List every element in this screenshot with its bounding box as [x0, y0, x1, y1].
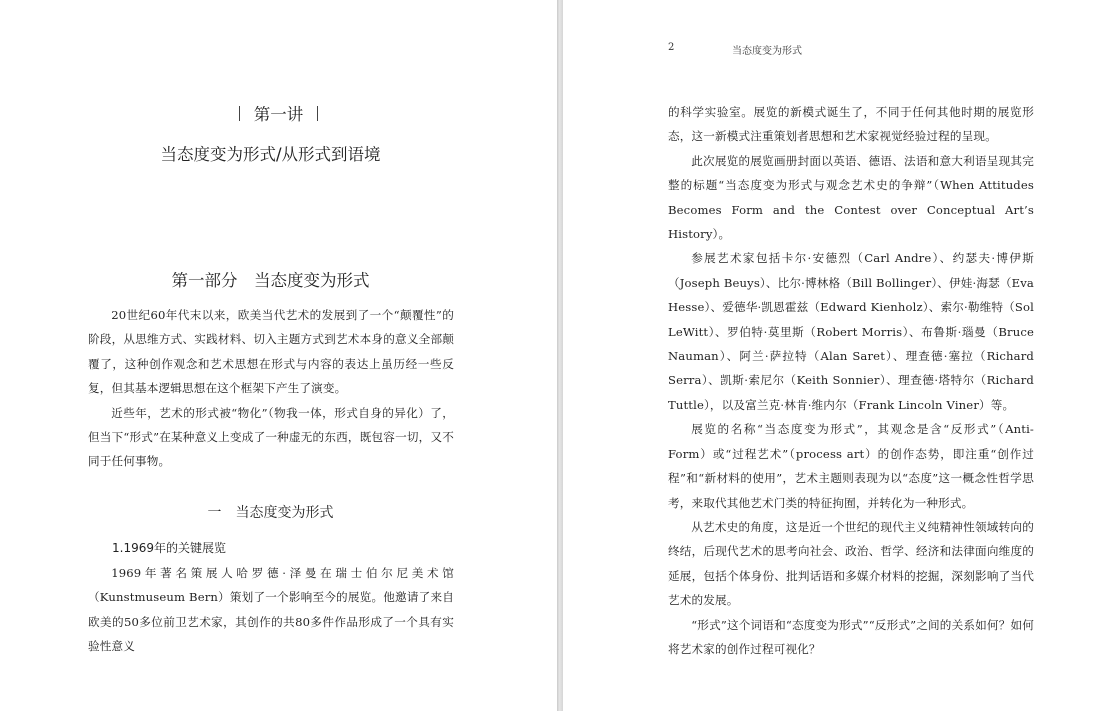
paragraph: 展览的名称“当态度变为形式”，其观念是含“反形式”（Anti-Form）或“过程艺术”（process art）的创作态势，即注重“创作过程”和“新材料的使用”，艺术主题则表现为以“态度”这一概念性哲学思考，来取代其他艺术门类的特征拘囿，并转化为一种形式。 [668, 422, 1034, 510]
paragraph: 近些年，艺术的形式被“物化”（物我一体，形式自身的异化）了，但当下“形式”在某种意义上变成了一种虚无的东西，既包容一切，又不同于任何事物。 [88, 405, 454, 469]
lecture-title: 当态度变为形式/从形式到语境 [160, 145, 381, 164]
page-number: 2 [668, 42, 675, 53]
paragraph: 20世纪60年代末以来，欧美当代艺术的发展到了一个“颠覆性”的阶段，从思维方式、实践材料、切入主题方式到艺术本身的意义全部颠覆了，这种创作观念和艺术思想在形式与内容的表达上虽历经一些反复，但其基本逻辑思想在这个框架下产生了演变。 [88, 308, 454, 396]
right-text [668, 100, 1034, 661]
lecture-number [0, 101, 557, 125]
left-page [0, 0, 557, 711]
running-header-title: 当态度变为形式 [732, 46, 802, 57]
right-page [563, 0, 1120, 711]
lecture-bar-left [239, 106, 240, 121]
paragraph: 的科学实验室。展览的新模式诞生了，不同于任何其他时期的展览形态，这一新模式注重策划者思想和艺术家视觉经验过程的呈现。 [668, 105, 1034, 144]
lecture-number-text: 第一讲 [253, 105, 304, 124]
section-text [88, 561, 454, 659]
part-title: 第一部分 当态度变为形式 [171, 271, 370, 290]
lecture-bar-right [317, 106, 318, 121]
paragraph: 1969年著名策展人哈罗德·泽曼在瑞士伯尔尼美术馆（Kunstmuseum Bern）策划了一个影响至今的展览。他邀请了来自欧美的50多位前卫艺术家，其创作的共80多件作品形成了一个具有实验性意义 [88, 566, 454, 654]
paragraph: 参展艺术家包括卡尔·安德烈（Carl Andre）、约瑟夫·博伊斯（Joseph Beuys）、比尔·博林格（Bill Bollinger）、伊娃·海瑟（Eva Hesse）、爱德华·凯恩霍兹（Edward Kienholz）、索尔·勒维特（Sol LeWitt）、罗伯特·莫里斯（Robert Morris）、布鲁斯·瑙曼（Bruce Nauman）、阿兰·萨拉特（Alan Saret）、理查德·塞拉（Richard Serra）、凯斯·索尼尔（Keith Sonnier）、理查德·塔特尔（Richard Tuttle），以及富兰克·林肯·维内尔（Frank Lincoln Viner）等。 [668, 251, 1034, 412]
intro-text [88, 303, 454, 474]
paragraph: 此次展览的展览画册封面以英语、德语、法语和意大利语呈现其完整的标题“当态度变为形式与观念艺术史的争辩”（When Attitudes Becomes Form and the Contest over Conceptual Art’s History）。 [668, 153, 1034, 242]
section-title: 一 当态度变为形式 [207, 505, 334, 521]
paragraph: “形式”这个词语和“态度变为形式”“反形式”之间的关系如何？如何将艺术家的创作过程可视化？ [668, 617, 1034, 656]
paragraph: 从艺术史的角度，这是近一个世纪的现代主义纯精神性领域转向的终结，后现代艺术的思考向社会、政治、哲学、经济和法律面向维度的延展，包括个体身份、批判话语和多媒介材料的挖掘，深刻影响了当代艺术的发展。 [668, 519, 1034, 608]
subsection-title: 1.1969年的关键展览 [112, 541, 226, 555]
